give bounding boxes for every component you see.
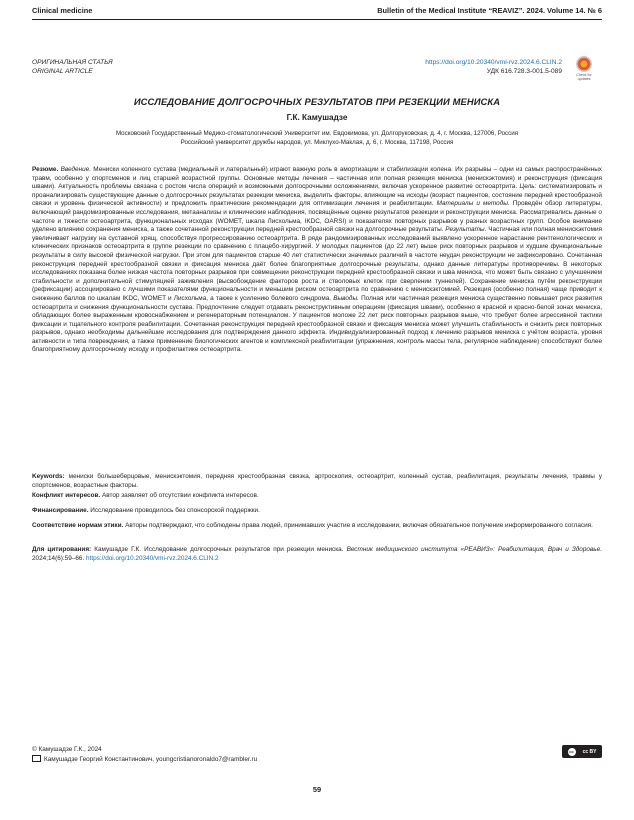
conflict-statement bbox=[32, 492, 602, 501]
section-label: Clinical medicine bbox=[32, 6, 93, 15]
author-name: Г.К. Камушадзе bbox=[286, 113, 348, 122]
aim-text: систематизировать и проанализировать существующие данные о долгосрочных результатах резекции мениска, выделить факторы, влияющие на исходы (возраст пациентов, состояние передней крестообразной связки и уровень физической активности) и предложить практические рекомендации для оптимизации лечения и реабилитации. bbox=[32, 183, 602, 208]
running-header bbox=[32, 6, 602, 20]
keywords-text: мениски большеберцовые, менискэктомия, передняя крестообразная связка, артроскопия, остеоартрит, коленный сустав, реабилитация, результаты лечения, травмы у спортсменов, возрастные факторы. bbox=[32, 473, 602, 489]
citation-doi-link[interactable]: https://doi.org/10.20340/vmi-rvz.2024.6.CLIN.2 bbox=[86, 554, 219, 562]
header-rule bbox=[32, 19, 602, 20]
methods-label: Материалы и методы. bbox=[436, 200, 510, 208]
citation bbox=[32, 546, 602, 563]
abstract-label: Резюме. bbox=[32, 166, 59, 173]
affiliation-1: Московский Государственный Медико-стоматологический Университет им. Евдокимова, ул. Долгоруковская, д. 4, г. Москва, 127006, Россия bbox=[115, 130, 519, 137]
methods-text: Проведён обзор литературы, включающий рандомизированные исследования, метаанализы и клинические наблюдения, посвящённые оценке результатов резекции и реконструкции мениска. Рассматривались данные о частоте и тяжести остеоартрита, функциональных исходах (WOMET, шкала Лисхольма, IKDC, OARSI) и показателях повторных разрывов у разных возрастных групп. Особое внимание уделено влиянию сохранения мениска, а также сочетанной реконструкции передней крестообразной связки на долгосрочные результаты. bbox=[32, 200, 602, 234]
page-number: 59 bbox=[312, 785, 322, 794]
udk-code: УДК 616.728.3-001.5-089 bbox=[486, 68, 562, 75]
journal-label: Bulletin of the Medical Institute “REAVIZ”. 2024. Volume 14. № 6 bbox=[377, 6, 602, 15]
conflict-label: Конфликт интересов. bbox=[32, 492, 101, 499]
funding-label: Финансирование. bbox=[32, 507, 89, 514]
funding-text: Исследование проводилось без спонсорской поддержки. bbox=[90, 507, 260, 514]
citation-journal: Вестник медицинского института «РЕАВИЗ»: Реабилитация, Врач и Здоровье. bbox=[346, 546, 602, 553]
citation-text-b: 2024;14(6):59–66. bbox=[32, 554, 85, 562]
contact-line bbox=[32, 754, 602, 764]
contact-text: Камушадзе Георгий Константинович, youngcristianoronaldo7@rambler.ru bbox=[44, 756, 258, 763]
keywords-label: Keywords: bbox=[32, 473, 65, 480]
results-text: Частичная или полная менискэктомия увеличивает нагрузку на суставной хрящ, способствуя прогрессированию остеоартрита. В ряде рандомизированных исследований выявлено ускоренное нарастание рентгенологических и клинических признаков остеоартрита в группе резекции по сравнению с плацебо-хирургией. У молодых пациентов (до 22 лет) выше риск повторных разрывов и худшие функциональные результаты в силу высокой физической нагрузки. При этом для пациентов старше 40 лет статистически значимых различий в частоте неудач реконструкции не зафиксировано. Сочетанная реконструкция передней крестообразной связки и фиксация мениска даёт более благоприятные долгосрочные результаты, однако данные литературы противоречивы. В некоторых исследованиях показана более низкая частота повторных разрывов при совмещении реконструкции передней крестообразной связки и шва мениска, что может быть связано с улучшением стабильности и дополнительной стимуляцией заживления (высвобождение факторов роста и стволовых клеток при сверлении туннелей). Сохранение мениска путём реконструкции (рефиксации) ассоциировано с лучшими показателями функциональности и меньшим риском остеоартрита по сравнению с менискэктомией. Резекция (особенно полная) чаще приводит к снижению баллов по шкалам IKDC, WOMET и Лисхольма, а также к усилению болевого синдрома. bbox=[32, 226, 602, 302]
affiliations bbox=[32, 130, 602, 147]
article-type-en: ORIGINAL ARTICLE bbox=[32, 68, 93, 75]
badge-text: Check for updates bbox=[576, 73, 592, 81]
article-type-ru: ОРИГИНАЛЬНАЯ СТАТЬЯ bbox=[32, 59, 113, 66]
copyright: © Камушадзе Г.К., 2024 bbox=[32, 746, 102, 753]
conclusions-label: Выводы. bbox=[333, 294, 359, 302]
envelope-icon bbox=[32, 755, 41, 762]
article-meta bbox=[32, 58, 602, 88]
intro-text: Мениски коленного сустава (медиальный и латеральный) играют важную роль в амортизации и стабилизации колена. Их разрывы – одни из самых распространённых травм, особенно у спортсменов и лиц старшей возрастной группы. Основные методы лечения – частичная или полная резекция мениска (менискэктомия) и реконструкция (фиксация швами). Актуальность проблемы связана с ростом числа операций и возможными долгосрочными осложнениями, включая ускоренное развитие остеоартрита. bbox=[32, 166, 602, 191]
conclusions-text: Полная или частичная резекция мениска существенно повышает риск развития остеоартрита и снижения функциональности сустава. Предпочтение следует отдавать реконструктивным операциям (фиксация швами), особенно в красной и красно-белой зонах мениска, обладающих более выраженным кровоснабжением и регенераторным потенциалом. У пациентов моложе 22 лет риск повторных разрывов выше, что требует более агрессивной тактики фиксации и тщательного контроля реабилитации. Сочетанная реконструкция передней крестообразной связки и фиксация мениска может улучшить стабильность и снизить риск повторных разрывов, однако необходимы дальнейшие исследования для подтверждения данного эффекта. Индивидуализированный подход к лечению разрывов мениска с учётом возраста, уровня активности и типа повреждения, а также применение биологических агентов и комплексной реабилитации (упражнения, контроль массы тела, регулярное наблюдение) способствуют более благоприятному долгосрочному исходу и профилактике остеоартрита. bbox=[32, 294, 603, 354]
abstract bbox=[32, 166, 602, 355]
citation-text-a: Камушадзе Г.К. Исследование долгосрочных результатов при резекции мениска. bbox=[94, 546, 344, 553]
ethics-statement bbox=[32, 522, 602, 531]
cc-license-badge[interactable] bbox=[562, 745, 602, 758]
funding-statement bbox=[32, 507, 602, 516]
ethics-text: Авторы подтверждают, что соблюдены права людей, принимавших участие в исследовании, включая обязательное получение информированного согласия. bbox=[125, 522, 593, 529]
conflict-text: Автор заявляет об отсутствии конфликта интересов. bbox=[101, 492, 259, 499]
affiliation-2: Российский университет дружбы народов, ул. Миклухо-Маклая, д. 6, г. Москва, 117198, Россия bbox=[180, 138, 454, 146]
doi-link[interactable]: https://doi.org/10.20340/vmi-rvz.2024.6.CLIN.2 bbox=[425, 59, 562, 66]
keywords bbox=[32, 473, 602, 490]
citation-label: Для цитирования: bbox=[32, 546, 92, 553]
ethics-label: Соответствие нормам этики. bbox=[32, 522, 124, 529]
cc-icon: cc bbox=[569, 749, 574, 754]
check-for-updates-badge[interactable] bbox=[572, 56, 596, 86]
aim-label: Цель: bbox=[519, 183, 537, 191]
results-label: Результаты. bbox=[445, 226, 487, 234]
footer bbox=[32, 745, 602, 764]
article-title: ИССЛЕДОВАНИЕ ДОЛГОСРОЧНЫХ РЕЗУЛЬТАТОВ ПРИ РЕЗЕКЦИИ МЕНИСКА bbox=[133, 96, 501, 107]
intro-label: Введение. bbox=[60, 166, 91, 173]
license-text: cc BY bbox=[582, 748, 597, 755]
updates-icon bbox=[576, 56, 592, 72]
